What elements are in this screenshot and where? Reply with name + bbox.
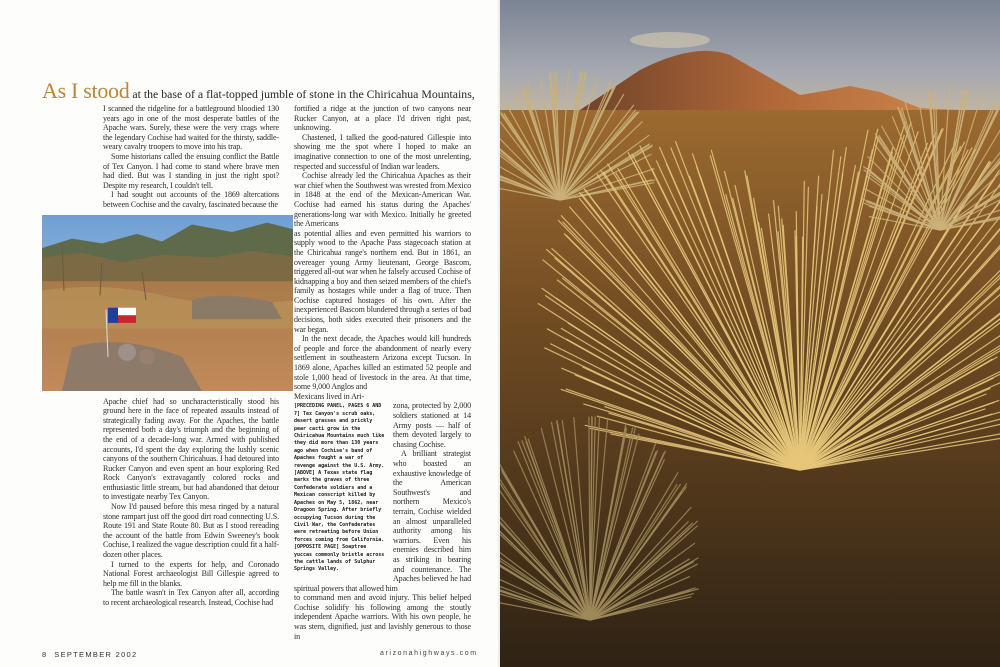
grave-site-photo (42, 215, 293, 391)
paragraph: Now I'd paused before this mesa ringed by a natural stone rampart just off the good dirt road connecting U.S. Route 191 and State Route 80. But as I stood rereading the account of the battle from Edwin Sweeney's book Cochise, I realized the vague description could fit a half-dozen other places. (103, 502, 279, 560)
headline (42, 78, 475, 107)
page-number: 8 (42, 650, 48, 659)
caption-above: [ABOVE] A Texas state flag marks the graves of three Confederate soldiers and a Mexican conscript killed by Apaches on May 5, 1862, near Dragoon Spring. After briefly occupying Tucson during the Civil War, the Confederates were retreating before Union forces coming from California. (294, 470, 385, 543)
paragraph: The battle wasn't in Tex Canyon after all, according to recent archaeological research. Instead, Cochise had (103, 588, 279, 607)
paragraph: Chastened, I talked the good-natured Gillespie into showing me the spot where I hoped to make an imaginative connection to one of the most unrelenting, respected and successful of Indian war leaders. (294, 132, 471, 171)
issue-date: SEPTEMBER 2002 (54, 650, 138, 659)
column-2-bottom (294, 593, 471, 641)
caption-preceding-panel: [PRECEDING PANEL, PAGES 6 AND 7] Tex Canyon's scrub oaks, desert grasses and prickly pear cacti grow in the Chiricahua Mountains much like they did more than 130 years ago when Cochise's band of Apaches fought a war of revenge against the U.S. Army. (294, 403, 385, 469)
column-2-middle (294, 229, 471, 402)
headline-rest: at the base of a flat-topped jumble of stone in the Chiricahua Mountains, (129, 87, 475, 101)
paragraph: Apache chief had so uncharacteristically stood his ground here in the face of repeated assaults instead of strategically fading away. For the Apaches, the battle represented both a day's triumph and the beginning of the end of a decade-long war. Armed with published accounts, I'd spent the day exploring the lushly scenic canyons of the southern Chiricahuas. I had detoured into Rucker Canyon and even spent an hour exploring Red Rock Canyon's extravagantly colored rocks and enthusiastic little stream, but had abandoned that detour to investigate nearby Tex Canyon. (103, 396, 279, 502)
folio (42, 650, 138, 659)
column-2-top (294, 104, 471, 229)
paragraph: In the next decade, the Apaches would kill hundreds of people and force the abandonment of nearly every settlement in southeastern Arizona except Tucson. In 1869 alone, Apaches killed an estimated 52 people and stole 1,000 head of livestock in the area. At that time, some 9,000 Anglos and (294, 334, 471, 392)
column-1-bottom (103, 397, 279, 608)
website: arizonahighways.com (380, 650, 478, 657)
paragraph: to command men and avoid injury. This belief helped Cochise solidify his following among the stoutly independent Apache warriors. With his own people, he was stern, dignified, just and lavishly generous to those in (294, 593, 471, 641)
paragraph: as potential allies and even permitted his warriors to supply wood to the Apache Pass stagecoach station at the Chiricahua range's northern end. But in 1861, an overeager young Army lieutenant, George Bascom, triggered all-out war when he falsely accused Cochise of kidnapping a boy and then seized members of the chief's family as hostages while under a flag of truce. Then Cochise captured hostages of his own. After the inexperienced Bascom blundered through a series of bad decisions, both sides executed their prisoners and the war began. (294, 228, 471, 334)
column-2 (294, 104, 471, 641)
paragraph: Cochise already led the Chiricahua Apaches as their war chief when the Southwest was wrested from Mexico in 1848 at the end of the Mexican-American War. Cochise had earned his status during the Apaches' generations-long war with Mexico. Initially he greeted the Americans (294, 171, 471, 229)
texas-flag-icon (108, 307, 136, 322)
paragraph: I scanned the ridgeline for a battleground bloodied 130 years ago in one of the most desperate battles of the Apache wars. Surely, these were the very crags where the legendary Cochise had waited for the thirsty, saddle-weary cavalry troopers to move into his trap. (103, 104, 279, 152)
column-1 (103, 104, 279, 608)
photo-captions (294, 403, 387, 573)
paragraph: I had sought out accounts of the 1869 altercations between Cochise and the cavalry, fascinated because the (103, 190, 279, 209)
yucca-desert-photo (500, 0, 1000, 667)
column-1-top (103, 104, 279, 210)
headline-lead: As I stood (42, 78, 130, 103)
paragraph: zona, protected by 2,000 soldiers stationed at 14 Army posts — half of them devoted largely to chasing Cochise. (393, 401, 471, 449)
paragraph: A brilliant strategist who boasted an exhaustive knowledge of the American Southwest's and northern Mexico's terrain, Cochise wielded an almost unparalleled authority among his warriors. Even his enemies described him as striking in bearing and countenance. The Apaches believed he had spiritual powers that allowed him (294, 449, 471, 593)
paragraph: I turned to the experts for help, and Coronado National Forest archaeologist Bill Gillespie agreed to help me fill in the blanks. (103, 559, 279, 588)
caption-opposite-page: [OPPOSITE PAGE] Soaptree yuccas commonly bristle across the cattle lands of Sulphur Springs Valley. (294, 544, 385, 573)
paragraph: fortified a ridge at the junction of two canyons near Rucker Canyon, at a place I'd driven right past, unknowing. (294, 104, 471, 133)
paragraph: Some historians called the ensuing conflict the Battle of Tex Canyon. I had come to stand where brave men had died. But was I standing in just the right spot? Despite my research, I couldn't tell. (103, 151, 279, 190)
paragraph: Mexicans lived in Ari- (294, 391, 365, 401)
